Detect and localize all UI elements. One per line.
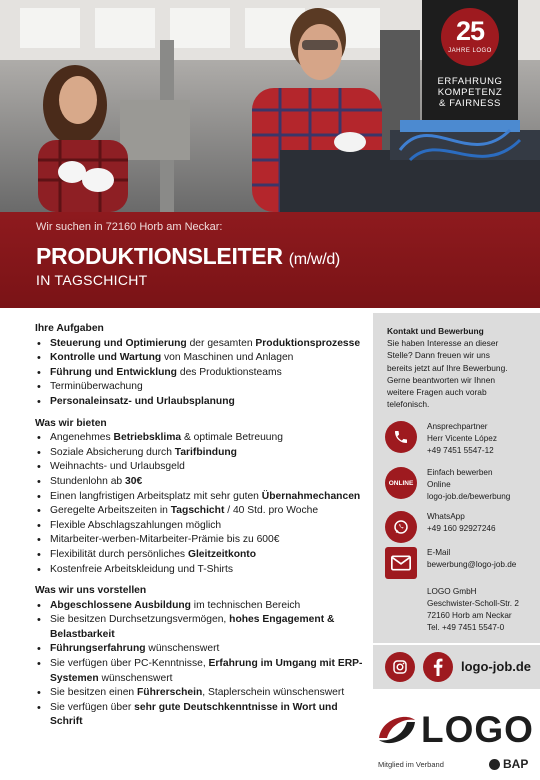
- list-item-text: Sie besitzen Durchsetzungsvermögen,: [50, 614, 230, 626]
- badge-value-3: & FAIRNESS: [439, 98, 501, 109]
- list-item: [35, 657, 365, 686]
- section: [35, 417, 365, 578]
- list-item-text: Stundenlohn ab: [50, 475, 126, 487]
- list-item-text: Betriebsklima: [113, 432, 182, 444]
- section-heading: Ihre Aufgaben: [35, 323, 104, 334]
- bullet-list: [35, 337, 365, 410]
- list-item-text: Tagschicht: [170, 505, 225, 517]
- list-item-text: Mitarbeiter-werben-Mitarbeiter-Prämie bis zu 600€: [50, 534, 280, 546]
- list-item-text: Tarifbindung: [174, 446, 237, 458]
- list-item-text: Führerschein: [137, 687, 203, 699]
- address-line: 72160 Horb am Neckar: [427, 611, 512, 620]
- email-label: E-Mail: [427, 548, 451, 557]
- list-item-text: Sie besitzen einen: [50, 687, 138, 699]
- list-item-text: Kontrolle und Wartung: [50, 352, 162, 364]
- list-item-text: Flexible Abschlagszahlungen möglich: [50, 519, 222, 531]
- list-item-text: sehr gute Deutschkenntnisse in Wort und Schrift: [50, 701, 338, 728]
- list-item-text: Geregelte Arbeitszeiten in: [50, 505, 171, 517]
- list-item-text: / 40 Std. pro Woche: [224, 505, 319, 517]
- contact-intro-line: Stelle? Dann freuen wir uns: [387, 350, 490, 361]
- list-item-text: Gleitzeitkonto: [187, 548, 257, 560]
- list-item-text: von Maschinen und Anlagen: [161, 352, 294, 364]
- bullet-list: [35, 599, 365, 730]
- list-item: [35, 395, 365, 410]
- list-item-text: im technischen Bereich: [190, 599, 301, 611]
- company-address: [427, 586, 519, 634]
- facebook-icon[interactable]: [423, 652, 453, 682]
- list-item-text: Einen langfristigen Arbeitsplatz mit sehr guten: [50, 490, 262, 502]
- title-band: [0, 212, 540, 308]
- anniversary-years: JAHRE LOGO: [448, 48, 492, 54]
- list-item-text: Angenehmes: [50, 432, 114, 444]
- list-item: [35, 490, 365, 505]
- contact-person-name: Herr Vicente López: [427, 434, 497, 443]
- list-item-text: Abgeschlossene Ausbildung: [50, 599, 191, 611]
- whatsapp-icon: [385, 511, 417, 543]
- list-item-text: Führung und Entwicklung: [50, 366, 177, 378]
- list-item-text: Sie verfügen über PC-Kenntnisse,: [50, 658, 209, 670]
- job-title: [36, 243, 340, 270]
- list-item-text: wünschenswert: [145, 643, 220, 655]
- address-line: LOGO GmbH: [427, 587, 477, 596]
- list-item-text: Steuerung und Optimierung: [50, 337, 187, 349]
- anniversary-seal: [441, 8, 499, 66]
- bap-text: BAP: [503, 757, 529, 771]
- online-link[interactable]: logo-job.de/bewerbung: [427, 492, 511, 501]
- job-description: [35, 322, 365, 737]
- anniversary-number: 25: [455, 16, 485, 46]
- gender-suffix: (m/w/d): [288, 251, 340, 268]
- list-item: [35, 504, 365, 519]
- company-logo: [375, 708, 535, 752]
- job-title-text: PRODUKTIONSLEITER: [36, 243, 283, 269]
- contact-sidebar: [373, 313, 540, 643]
- list-item: [35, 366, 365, 381]
- section: [35, 322, 365, 410]
- list-item: [35, 613, 365, 642]
- list-item-text: der gesamten: [186, 337, 256, 349]
- list-item: [35, 642, 365, 657]
- list-item-text: Kostenfreie Arbeitskleidung und T-Shirts: [50, 563, 233, 575]
- list-item-text: Flexibilität durch persönliches: [50, 548, 188, 560]
- contact-intro: [387, 325, 537, 410]
- list-item: [35, 351, 365, 366]
- bap-logo: [489, 757, 528, 771]
- contact-intro-line: bereits jetzt auf Ihre Bewerbung.: [387, 362, 508, 373]
- list-item-text: wünschenswert: [98, 672, 173, 684]
- bullet-list: [35, 431, 365, 577]
- email-address[interactable]: bewerbung@logo-job.de: [427, 560, 517, 569]
- membership-text: Mitglied im Verband: [378, 760, 444, 769]
- list-item-text: Erfahrung im Umgang mit ERP-Systemen: [50, 658, 363, 684]
- list-item-text: Sie verfügen über: [50, 701, 135, 713]
- list-item-text: & optimale Betreuung: [181, 432, 283, 444]
- list-item: [35, 701, 365, 730]
- contact-intro-line: weitere Fragen auch vorab: [387, 387, 487, 398]
- online-icon: [385, 467, 417, 499]
- list-item-text: Führungserfahrung: [50, 643, 146, 655]
- online-sub: Online: [427, 480, 451, 489]
- badge-value-1: ERFAHRUNG: [437, 76, 503, 87]
- online-label: Einfach bewerben: [427, 468, 493, 477]
- list-item: [35, 533, 365, 548]
- list-item-text: Soziale Absicherung durch: [50, 446, 175, 458]
- job-subtitle: IN TAGSCHICHT: [36, 272, 148, 288]
- list-item-text: Personaleinsatz- und Urlaubsplanung: [50, 395, 235, 407]
- logo-mark-icon: [375, 708, 419, 752]
- online-mark-text: ONLINE: [388, 479, 414, 487]
- address-line: Geschwister-Scholl-Str. 2: [427, 599, 519, 608]
- list-item-text: Weihnachts- und Urlaubsgeld: [50, 461, 185, 473]
- list-item-text: 30€: [125, 475, 143, 487]
- contact-intro-line: Gerne beantworten wir Ihnen: [387, 374, 496, 385]
- mail-icon: [385, 547, 417, 579]
- section: [35, 584, 365, 730]
- list-item: [35, 519, 365, 534]
- list-item: [35, 548, 365, 563]
- list-item: [35, 686, 365, 701]
- list-item: [35, 446, 365, 461]
- list-item: [35, 460, 365, 475]
- instagram-icon[interactable]: [385, 652, 415, 682]
- list-item: [35, 431, 365, 446]
- contact-intro-line: telefonisch.: [387, 399, 430, 410]
- list-item: [35, 599, 365, 614]
- job-location: Wir suchen in 72160 Horb am Neckar:: [36, 221, 223, 233]
- list-item-text: Terminüberwachung: [50, 381, 143, 393]
- contact-intro-line: Sie haben Interesse an dieser: [387, 338, 499, 349]
- whatsapp-number[interactable]: +49 160 92927246: [427, 524, 496, 533]
- section-heading: Was wir uns vorstellen: [35, 585, 147, 597]
- list-item-text: Produktionsprozesse: [255, 337, 361, 349]
- address-line: Tel. +49 7451 5547-0: [427, 623, 505, 632]
- contact-person-label: Ansprechpartner: [427, 422, 488, 431]
- anniversary-badge: [422, 0, 518, 120]
- list-item-text: , Staplerschein wünschenswert: [202, 687, 345, 699]
- list-item-text: Übernahmechancen: [261, 490, 361, 502]
- list-item-text: des Produktionsteams: [176, 366, 282, 378]
- hero-photo: [0, 0, 540, 212]
- list-item: [35, 380, 365, 395]
- phone-icon: [385, 421, 417, 453]
- contact-intro-title: Kontakt und Bewerbung: [387, 326, 484, 336]
- social-bar: [373, 645, 540, 689]
- section-heading: Was wir bieten: [35, 417, 107, 429]
- website-link[interactable]: logo-job.de: [461, 659, 532, 674]
- list-item-text: hohes Engagement & Belastbarkeit: [50, 614, 335, 640]
- bap-mark-icon: [489, 759, 500, 770]
- contact-person-phone[interactable]: +49 7451 5547-12: [427, 446, 494, 455]
- list-item: [35, 475, 365, 490]
- logo-wordmark: LOGO: [421, 709, 534, 750]
- list-item: [35, 337, 365, 352]
- badge-value-2: KOMPETENZ: [437, 87, 503, 98]
- online-mark: [389, 480, 414, 487]
- list-item: [35, 563, 365, 578]
- whatsapp-label: WhatsApp: [427, 512, 465, 521]
